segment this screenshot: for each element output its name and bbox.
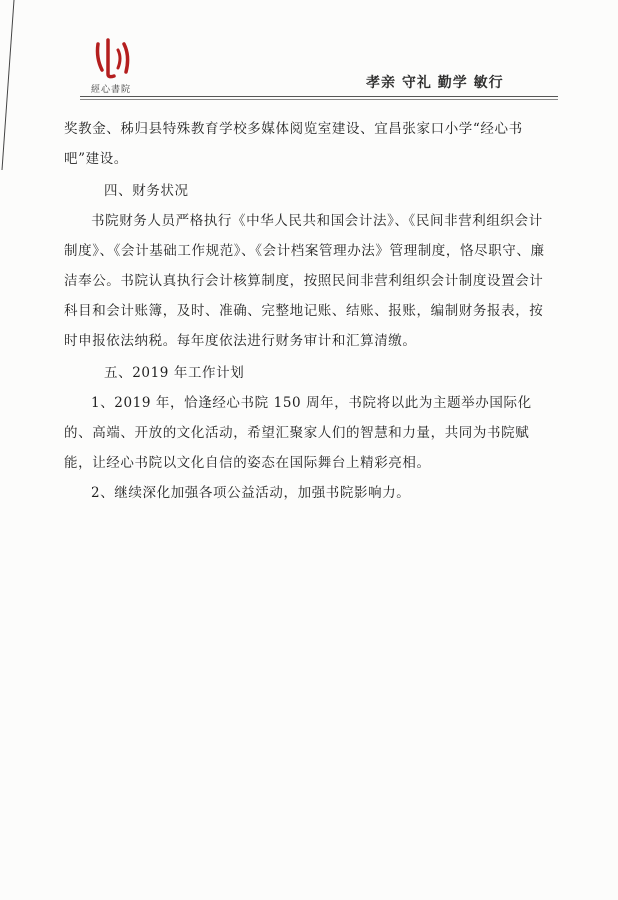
academy-logo [78, 34, 144, 95]
letterhead [0, 0, 618, 100]
body-text [64, 114, 554, 508]
logo-name: 經心書院 [90, 85, 131, 95]
motto: 孝亲 守礼 勤学 敏行 [366, 75, 504, 91]
section-heading-plan: 五、2019 年工作计划 [104, 365, 245, 381]
plan-item-1: 1、2019 年，恰逢经心书院 150 周年，书院将以此为主题举办国际化的、高端、开放的文化活动，希望汇聚家人们的智慧和力量，共同为书院赋能，让经心书院以文化自信的姿态在国际舞台上精彩亮相。 [64, 395, 532, 471]
header-rule [80, 96, 558, 97]
header-rule-thin [80, 99, 558, 100]
logo-mark-icon [78, 34, 144, 80]
paragraph-continued: 奖教金、秭归县特殊教育学校多媒体阅览室建设、宜昌张家口小学“经心书吧”建设。 [64, 121, 523, 167]
section-heading-finance: 四、财务状况 [104, 183, 189, 199]
paragraph-finance: 书院财务人员严格执行《中华人民共和国会计法》、《民间非营利组织会计制度》、《会计基础工作规范》、《会计档案管理办法》管理制度，恪尽职守、廉洁奉公。书院认真执行会计核算制度，按照民间非营利组织会计制度设置会计科目和会计账簿，及时、准确、完整地记账、结账、报账，编制财务报表，按时申报依法纳税。每年度依法进行财务审计和汇算清缴。 [64, 213, 545, 349]
plan-item-2: 2、继续深化加强各项公益活动，加强书院影响力。 [91, 485, 411, 501]
